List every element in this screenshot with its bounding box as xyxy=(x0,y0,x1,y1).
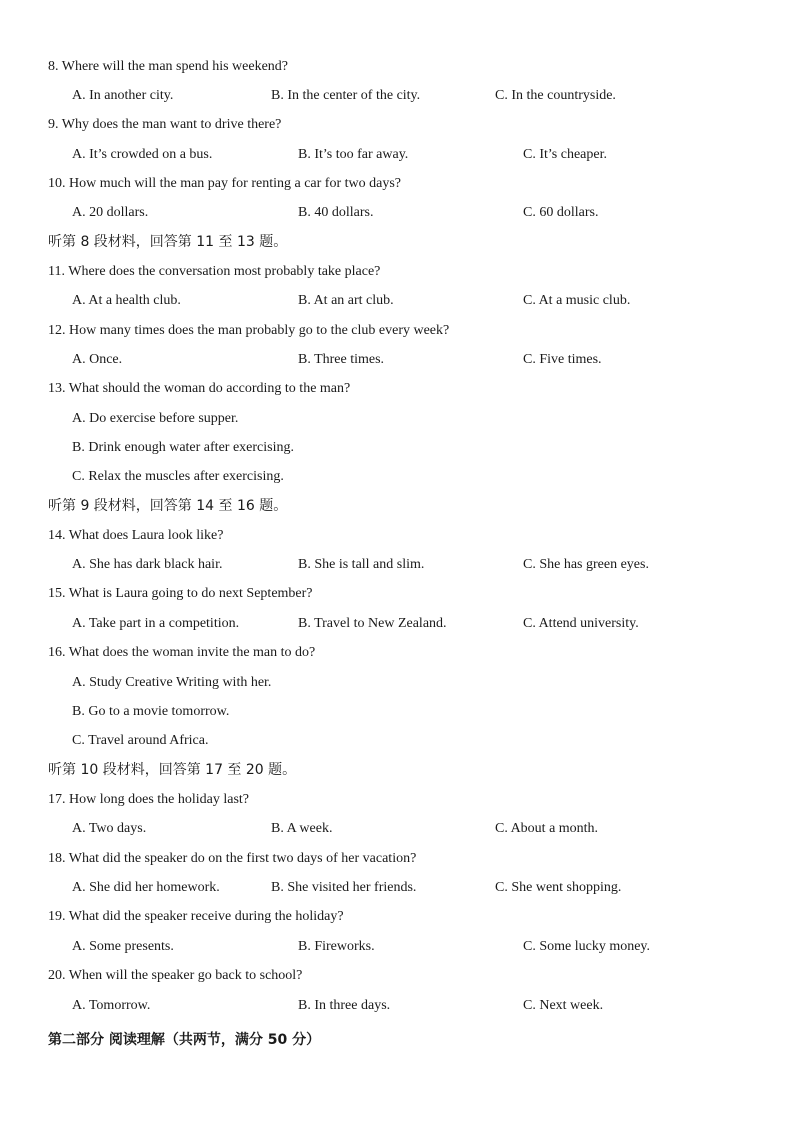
part-two-heading: 第二部分 阅读理解（共两节，满分 50 分） xyxy=(48,1032,321,1048)
q18-option-a: A. She did her homework. xyxy=(72,880,220,895)
q8-option-b: B. In the center of the city. xyxy=(271,88,421,103)
q9-option-a: A. It’s crowded on a bus. xyxy=(72,147,213,162)
question-15: 15. What is Laura going to do next September? xyxy=(48,586,313,601)
section-heading-8: 听第 8 段材料，回答第 11 至 13 题。 xyxy=(48,234,288,250)
q12-option-b: B. Three times. xyxy=(298,352,385,367)
q10-option-c: C. 60 dollars. xyxy=(523,205,599,220)
q9-option-b: B. It’s too far away. xyxy=(298,147,409,162)
q17-option-c: C. About a month. xyxy=(495,821,599,836)
q14-option-c: C. She has green eyes. xyxy=(523,557,649,572)
q8-option-c: C. In the countryside. xyxy=(495,88,616,103)
q16-option-c: C. Travel around Africa. xyxy=(72,733,209,748)
question-18: 18. What did the speaker do on the first two days of her vacation? xyxy=(48,851,417,866)
q18-option-b: B. She visited her friends. xyxy=(271,880,417,895)
section-heading-9: 听第 9 段材料，回答第 14 至 16 题。 xyxy=(48,498,288,514)
q17-option-a: A. Two days. xyxy=(72,821,147,836)
question-19: 19. What did the speaker receive during the holiday? xyxy=(48,909,344,924)
question-9: 9. Why does the man want to drive there? xyxy=(48,117,282,132)
q15-option-b: B. Travel to New Zealand. xyxy=(298,616,447,631)
question-10: 10. How much will the man pay for renting a car for two days? xyxy=(48,176,402,191)
q11-option-b: B. At an art club. xyxy=(298,293,394,308)
q20-option-a: A. Tomorrow. xyxy=(72,998,151,1013)
q16-option-b: B. Go to a movie tomorrow. xyxy=(72,704,230,719)
q15-option-a: A. Take part in a competition. xyxy=(72,616,240,631)
section-heading-10: 听第 10 段材料，回答第 17 至 20 题。 xyxy=(48,762,297,778)
q9-option-c: C. It’s cheaper. xyxy=(523,147,607,162)
q19-option-c: C. Some lucky money. xyxy=(523,939,651,954)
question-17: 17. How long does the holiday last? xyxy=(48,792,250,807)
q16-option-a: A. Study Creative Writing with her. xyxy=(72,675,272,690)
question-14: 14. What does Laura look like? xyxy=(48,528,224,543)
q13-option-c: C. Relax the muscles after exercising. xyxy=(72,469,284,484)
q8-option-a: A. In another city. xyxy=(72,88,174,103)
q19-option-b: B. Fireworks. xyxy=(298,939,375,954)
q12-option-c: C. Five times. xyxy=(523,352,602,367)
q11-option-c: C. At a music club. xyxy=(523,293,631,308)
q15-option-c: C. Attend university. xyxy=(523,616,639,631)
question-13: 13. What should the woman do according to the man? xyxy=(48,381,351,396)
q20-option-b: B. In three days. xyxy=(298,998,391,1013)
q17-option-b: B. A week. xyxy=(271,821,333,836)
q19-option-a: A. Some presents. xyxy=(72,939,174,954)
q14-option-a: A. She has dark black hair. xyxy=(72,557,223,572)
question-20: 20. When will the speaker go back to school? xyxy=(48,968,303,983)
q13-option-a: A. Do exercise before supper. xyxy=(72,411,239,426)
q12-option-a: A. Once. xyxy=(72,352,123,367)
question-11: 11. Where does the conversation most probably take place? xyxy=(48,264,381,279)
question-12: 12. How many times does the man probably go to the club every week? xyxy=(48,323,450,338)
q10-option-a: A. 20 dollars. xyxy=(72,205,149,220)
q18-option-c: C. She went shopping. xyxy=(495,880,622,895)
question-16: 16. What does the woman invite the man to do? xyxy=(48,645,316,660)
q10-option-b: B. 40 dollars. xyxy=(298,205,374,220)
q13-option-b: B. Drink enough water after exercising. xyxy=(72,440,294,455)
q11-option-a: A. At a health club. xyxy=(72,293,181,308)
q14-option-b: B. She is tall and slim. xyxy=(298,557,425,572)
question-8: 8. Where will the man spend his weekend? xyxy=(48,59,289,74)
q20-option-c: C. Next week. xyxy=(523,998,604,1013)
